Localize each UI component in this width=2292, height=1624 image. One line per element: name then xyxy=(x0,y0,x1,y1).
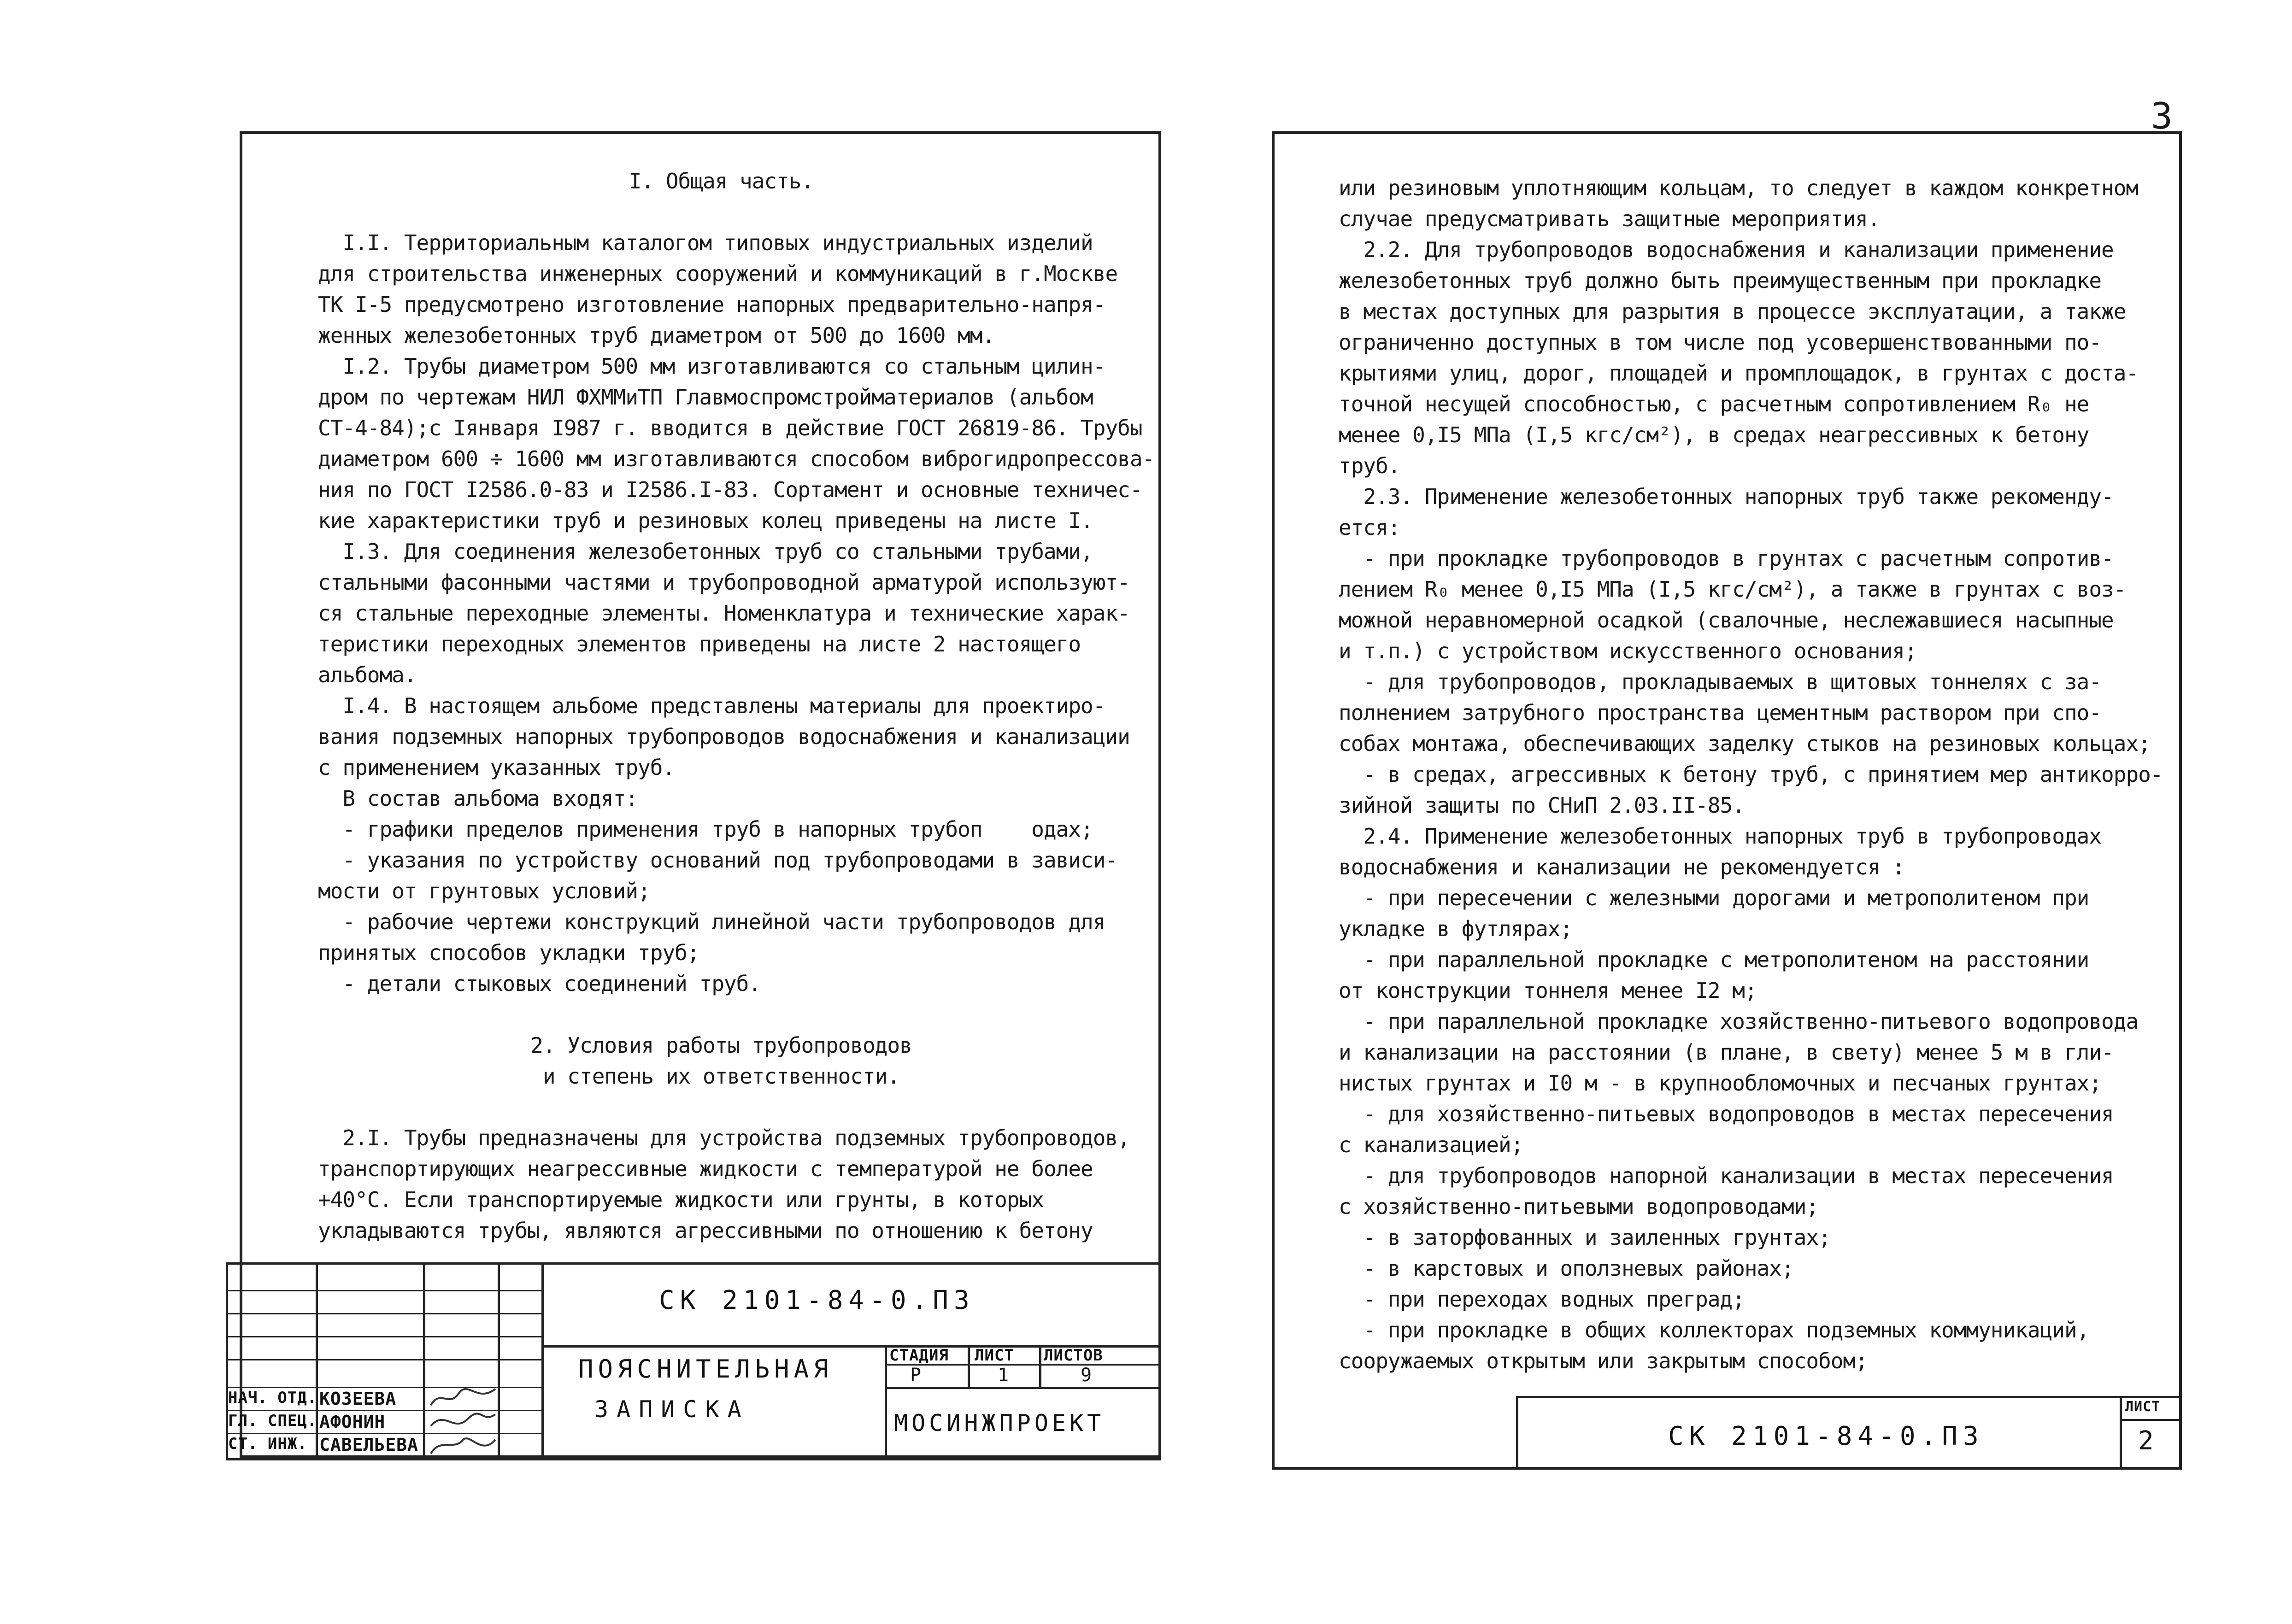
left-text-line: ТК I-5 предусмотрено изготовление напорных предварительно-напря- xyxy=(318,292,1105,317)
left-text-line: I.I. Территориальным каталогом типовых индустриальных изделий xyxy=(318,230,1093,255)
right-sheet-text xyxy=(1339,173,2177,1377)
left-text-line: ния по ГОСТ I2586.0-83 и I2586.I-83. Сортамент и основные техничес- xyxy=(318,477,1142,502)
right-stamp-code: СК 2101-84-0.ПЗ xyxy=(1668,1421,1984,1451)
right-text-line: - для трубопроводов напорной канализации в местах пересечения xyxy=(1339,1163,2114,1188)
left-text-line: транспортирующих неагрессивные жидкости с температурой не более xyxy=(318,1156,1093,1181)
right-text-line: - при прокладке трубопроводов в грунтах с расчетным сопротив- xyxy=(1339,546,2114,571)
right-text-line: зийной защиты по СНиП 2.03.II-85. xyxy=(1339,793,1745,818)
left-text-line: альбома. xyxy=(318,662,417,687)
right-sheet-label: ЛИСТ xyxy=(2125,1399,2161,1415)
left-text-line: I. Общая часть. xyxy=(629,169,814,193)
stage-value: Р xyxy=(910,1365,922,1386)
left-text-line: +40°С. Если транспортируемые жидкости или грунты, в которых xyxy=(318,1187,1044,1212)
left-text-line: I.2. Трубы диаметром 500 мм изготавливаются со стальным цилин- xyxy=(318,354,1105,379)
left-stamp-title-1: ПОЯСНИТЕЛЬНАЯ xyxy=(578,1354,833,1384)
role-senior-engineer: СТ. ИНЖ. xyxy=(228,1435,307,1453)
right-text-line: - для трубопроводов, прокладываемых в щитовых тоннелях с за- xyxy=(1339,669,2102,694)
left-text-line xyxy=(318,197,1161,228)
right-text-line: - в заторфованных и заиленных грунтах; xyxy=(1339,1225,1831,1250)
right-text-line: ограниченно доступных в том числе под усовершенствованными по- xyxy=(1339,330,2102,355)
left-text-line: дром по чертежам НИЛ ФХММиТП Главмоспромстройматериалов (альбом xyxy=(318,385,1093,410)
left-text-line: и степень их ответственности. xyxy=(542,1064,900,1089)
right-text-line: водоснабжения и канализации не рекомендуется : xyxy=(1339,855,1904,879)
left-text-line: СТ-4-84);с Iянваря I987 г. вводится в действие ГОСТ 26819-86. Трубы xyxy=(318,416,1142,440)
right-text-line: собах монтажа, обеспечивающих заделку стыков на резиновых кольцах; xyxy=(1339,731,2151,756)
sheet-label: ЛИСТ xyxy=(975,1346,1014,1365)
left-text-line: - указания по устройству оснований под трубопроводами в зависи- xyxy=(318,848,1118,873)
right-text-line: случае предусматривать защитные мероприятия. xyxy=(1339,206,1880,231)
right-text-line: в местах доступных для разрытия в процессе эксплуатации, а также xyxy=(1339,299,2126,324)
right-text-line: железобетонных труб должно быть преимущественным при прокладке xyxy=(1339,268,2102,293)
right-text-line: ется: xyxy=(1339,515,1400,540)
name-afonin: АФОНИН xyxy=(319,1412,386,1432)
left-text-line: стальными фасонными частями и трубопроводной арматурой используют- xyxy=(318,570,1130,595)
left-text-line: для строительства инженерных сооружений и коммуникаций в г.Москве xyxy=(318,261,1118,286)
left-text-line: - рабочие чертежи конструкций линейной части трубопроводов для xyxy=(318,909,1105,934)
right-text-line: можной неравномерной осадкой (свалочные, неслежавшиеся насыпные xyxy=(1339,608,2114,633)
right-text-line: с хозяйственно-питьевыми водопроводами; xyxy=(1339,1194,1819,1219)
right-text-line: лением R₀ менее 0,I5 МПа (I,5 кгс/см²), а также в грунтах с воз- xyxy=(1339,577,2126,602)
left-text-line: I.4. В настоящем альбоме представлены материалы для проектиро- xyxy=(318,693,1105,718)
right-text-line: укладке в футлярах; xyxy=(1339,916,1573,941)
right-text-line: - при переходах водных преград; xyxy=(1339,1287,1745,1312)
left-text-line xyxy=(318,999,1161,1030)
left-text-line: укладываются трубы, являются агрессивными по отношению к бетону xyxy=(318,1218,1093,1243)
sheets-value: 9 xyxy=(1081,1365,1092,1386)
right-text-line: - при параллельной прокладке с метрополитеном на расстоянии xyxy=(1339,947,2089,972)
left-text-line: женных железобетонных труб диаметром от 500 до 1600 мм. xyxy=(318,323,995,348)
left-text-line: вания подземных напорных трубопроводов водоснабжения и канализации xyxy=(318,724,1130,749)
left-text-line: принятых способов укладки труб; xyxy=(318,940,699,965)
left-text-line: теристики переходных элементов приведены на листе 2 настоящего xyxy=(318,632,1081,657)
left-stamp-title-2: ЗАПИСКА xyxy=(594,1396,750,1423)
right-text-line: и канализации на расстоянии (в плане, в свету) менее 5 м в гли- xyxy=(1339,1040,2114,1065)
left-text-line: 2.I. Трубы предназначены для устройства подземных трубопроводов, xyxy=(318,1126,1130,1150)
right-text-line: полнением затрубного пространства цементным раствором при спо- xyxy=(1339,700,2102,725)
sheet-value: 1 xyxy=(998,1365,1009,1386)
left-sheet-text xyxy=(318,166,1161,1246)
left-text-line: с применением указанных труб. xyxy=(318,755,675,780)
left-text-line: ся стальные переходные элементы. Номенклатура и технические харак- xyxy=(318,601,1130,626)
left-text-line: В состав альбома входят: xyxy=(318,786,638,811)
sheets-label: ЛИСТОВ xyxy=(1044,1346,1103,1365)
right-text-line: крытиями улиц, дорог, площадей и промплощадок, в грунтах с доста- xyxy=(1339,361,2139,386)
right-text-line: 2.2. Для трубопроводов водоснабжения и канализации применение xyxy=(1339,237,2114,262)
left-text-line: диаметром 600 ÷ 1600 мм изготавливаются способом виброгидропрессова- xyxy=(318,446,1155,471)
right-text-line: от конструкции тоннеля менее I2 м; xyxy=(1339,978,1757,1003)
left-stamp-code: СК 2101-84-0.ПЗ xyxy=(659,1285,975,1315)
left-text-line xyxy=(318,1092,1161,1123)
left-text-line: 2. Условия работы трубопроводов xyxy=(530,1033,912,1058)
page-number: 3 xyxy=(2151,96,2173,137)
right-text-line: - при прокладке в общих коллекторах подземных коммуникаций, xyxy=(1339,1318,2089,1343)
role-head: НАЧ. ОТД. xyxy=(228,1389,317,1407)
right-text-line: точной несущей способностью, с расчетным сопротивлением R₀ не xyxy=(1339,392,2089,416)
right-text-line: труб. xyxy=(1339,453,1400,478)
right-text-line: 2.3. Применение железобетонных напорных труб также рекоменду- xyxy=(1339,484,2114,509)
right-text-line: - в средах, агрессивных к бетону труб, с принятием мер антикорро- xyxy=(1339,762,2163,787)
name-savelyeva: САВЕЛЬЕВА xyxy=(319,1435,418,1455)
right-text-line: - при пересечении с железными дорогами и метрополитеном при xyxy=(1339,885,2089,910)
right-text-line: менее 0,I5 МПа (I,5 кгс/см²), в средах неагрессивных к бетону xyxy=(1339,422,2089,447)
right-text-line: сооружаемых открытым или закрытым способом; xyxy=(1339,1348,1868,1373)
signature-3 xyxy=(426,1431,500,1458)
left-text-line: - графики пределов применения труб в напорных трубоп одах; xyxy=(318,817,1093,842)
right-text-line: - при параллельной прокладке хозяйственно-питьевого водопровода xyxy=(1339,1009,2139,1034)
right-text-line: нистых грунтах и I0 м - в крупнообломочных и песчаных грунтах; xyxy=(1339,1071,2102,1096)
left-text-line: кие характеристики труб и резиновых колец приведены на листе I. xyxy=(318,508,1093,533)
left-text-line: мости от грунтовых условий; xyxy=(318,879,650,903)
organization: МОСИНЖПРОЕКТ xyxy=(894,1410,1105,1436)
stage-label: СТАДИЯ xyxy=(889,1346,949,1365)
left-text-line: I.3. Для соединения железобетонных труб со стальными трубами, xyxy=(318,539,1093,564)
right-text-line: - для хозяйственно-питьевых водопроводов в местах пересечения xyxy=(1339,1102,2114,1126)
right-text-line: 2.4. Применение железобетонных напорных труб в трубопроводах xyxy=(1339,824,2102,849)
left-text-line: - детали стыковых соединений труб. xyxy=(318,971,761,996)
right-text-line: или резиновым уплотняющим кольцам, то следует в каждом конкретном xyxy=(1339,176,2139,200)
right-text-line: с канализацией; xyxy=(1339,1132,1523,1157)
right-text-line: - в карстовых и оползневых районах; xyxy=(1339,1256,1794,1281)
right-sheet-value: 2 xyxy=(2138,1426,2154,1456)
role-chief-specialist: ГЛ. СПЕЦ. xyxy=(228,1412,317,1430)
name-kozeeva: КОЗЕЕВА xyxy=(319,1389,397,1409)
right-text-line: и т.п.) с устройством искусственного основания; xyxy=(1339,639,1917,663)
